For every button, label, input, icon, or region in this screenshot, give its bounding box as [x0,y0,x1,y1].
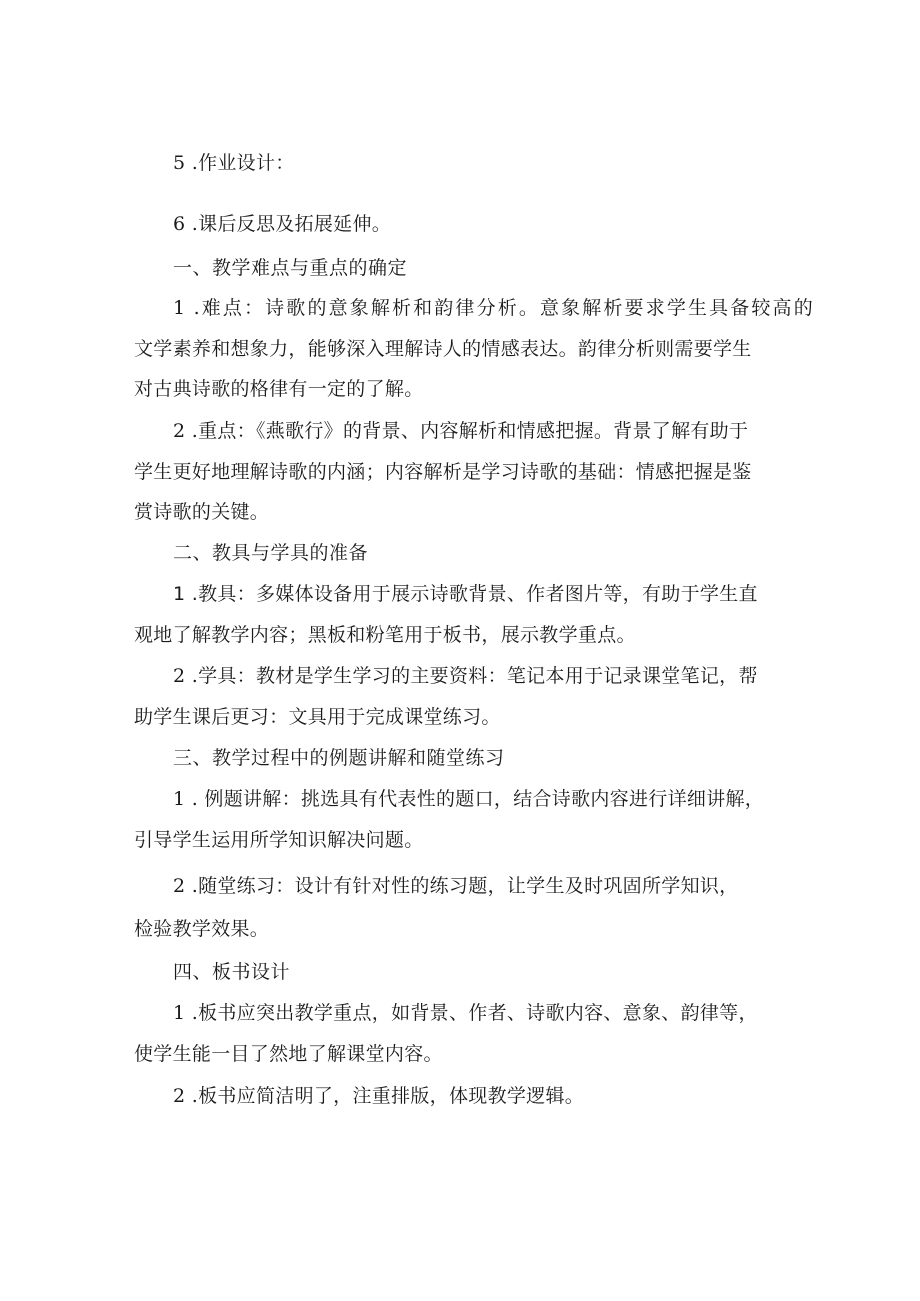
paragraph-line: 赏诗歌的关键。 [134,501,270,523]
paragraph-line: 2 .板书应简洁明了，注重排版，体现教学逻辑。 [173,1085,585,1107]
paragraph-line: 助学生课后更习：文具用于完成课堂练习。 [134,706,501,728]
paragraph-line: 2 .学具：教材是学生学习的主要资料：笔记本用于记录课堂笔记，帮 [173,665,758,687]
paragraph-line: 2 .重点：《燕歌行》的背景、内容解析和情感把握。背景了解有助于 [173,420,749,442]
paragraph-line: 2 .随堂练习：设计有针对性的练习题，让学生及时巩固所学知识， [173,875,739,897]
paragraph-line: 引导学生运用所学知识解决问题。 [134,829,424,851]
paragraph-line: 对古典诗歌的格律有一定的了解。 [134,378,424,400]
section-heading-1: 一、教学难点与重点的确定 [173,257,408,279]
item-6-reflection: 6 .课后反思及拓展延伸。 [173,213,392,235]
paragraph-line: 1 .难点：诗歌的意象解析和韵律分析。意象解析要求学生具备较高的 [173,297,813,319]
paragraph-line: 文学素养和想象力，能够深入理解诗人的情感表达。韵律分析则需要学生 [134,338,752,360]
paragraph-line: 检验教学效果。 [134,918,270,940]
section-heading-3: 三、教学过程中的例题讲解和随堂练习 [173,747,505,769]
paragraph-line: 观地了解教学内容；黑板和粉笔用于板书，展示教学重点。 [134,624,636,646]
paragraph-line: 学生更好地理解诗歌的内涵；内容解析是学习诗歌的基础：情感把握是鉴 [134,461,752,483]
paragraph-line: 1 .板书应突出教学重点，如背景、作者、诗歌内容、意象、韵律等， [173,1002,758,1024]
paragraph-line: 1 .教具：多媒体设备用于展示诗歌背景、作者图片等，有助于学生直 [173,583,758,605]
section-heading-4: 四、板书设计 [173,961,291,983]
paragraph-line: 使学生能一目了然地了解课堂内容。 [134,1043,443,1065]
paragraph-line: 1 . 例题讲解：挑选具有代表性的题口，结合诗歌内容进行详细讲解， [173,788,765,810]
section-heading-2: 二、教具与学具的准备 [173,542,369,564]
item-5-homework: 5 .作业设计： [173,152,295,174]
